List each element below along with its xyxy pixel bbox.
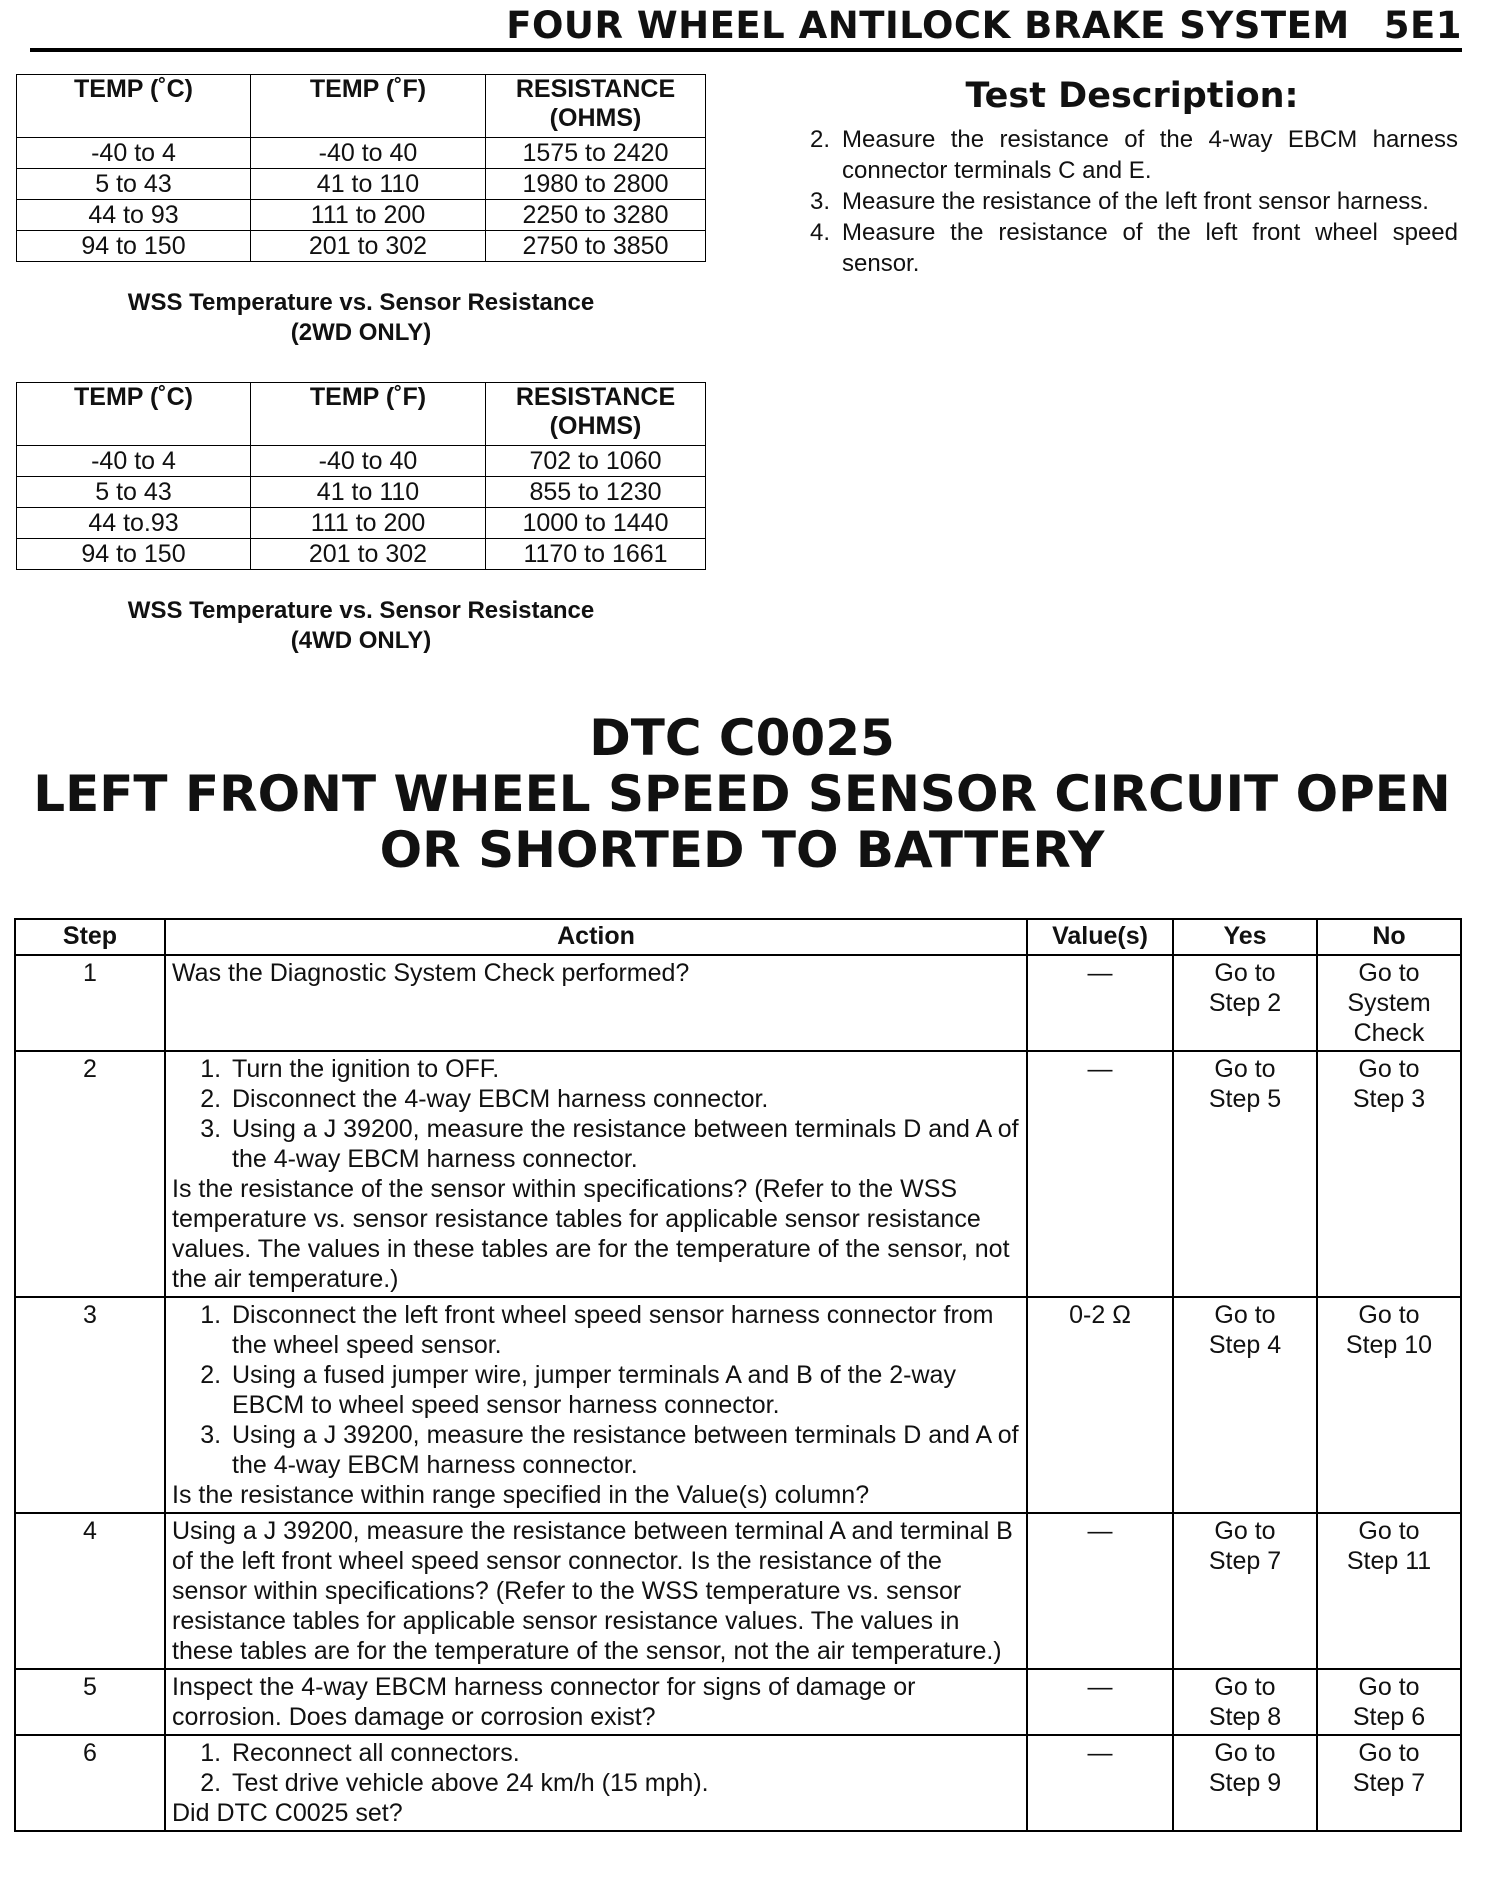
- table-header-row: [15, 919, 1461, 955]
- step-question: Is the resistance of the sensor within specifications? (Refer to the WSS temperature vs. sensor resistance tables for applicable sensor resistance values. The values in these tables are for the temperature of the sensor, not the air temperature.): [172, 1175, 1010, 1293]
- item-text: Measure the resistance of the left front wheel speed sensor.: [842, 219, 1458, 277]
- table-row: [17, 477, 706, 508]
- step-number: 4: [15, 1513, 165, 1669]
- step-question: Did DTC C0025 set?: [172, 1799, 403, 1827]
- substep: 2. Using a fused jumper wire, jumper terminals A and B of the 2-way EBCM to wheel speed sensor harness connector.: [228, 1360, 1020, 1420]
- step-action: [165, 1669, 1027, 1735]
- step-no: Go to Step 7: [1317, 1735, 1461, 1831]
- step-value: —: [1027, 1051, 1173, 1297]
- table-cell: 855 to 1230: [486, 477, 706, 508]
- table-cell: 44 to.93: [17, 508, 251, 539]
- table-cell: 41 to 110: [251, 169, 486, 200]
- step-question: Is the resistance within range specified in the Value(s) column?: [172, 1481, 870, 1509]
- step-value: —: [1027, 1669, 1173, 1735]
- dtc-description-line: LEFT FRONT WHEEL SPEED SENSOR CIRCUIT OPEN: [33, 765, 1451, 823]
- step-action: [165, 1735, 1027, 1831]
- step-value: —: [1027, 1513, 1173, 1669]
- step-no: Go to Step 6: [1317, 1669, 1461, 1735]
- column-header: TEMP (˚C): [17, 383, 251, 446]
- column-header-values: Value(s): [1027, 919, 1173, 955]
- dtc-description-line: OR SHORTED TO BATTERY: [379, 821, 1105, 879]
- substep: 1. Disconnect the left front wheel speed sensor harness connector from the wheel speed sensor.: [228, 1300, 1020, 1360]
- column-header: TEMP (˚C): [17, 75, 251, 138]
- table-row: [15, 955, 1461, 1051]
- table-row: [15, 1513, 1461, 1669]
- step-yes: Go to Step 2: [1173, 955, 1317, 1051]
- column-header-yes: Yes: [1173, 919, 1317, 955]
- header-title: FOUR WHEEL ANTILOCK BRAKE SYSTEM: [506, 3, 1350, 47]
- table-caption-2wd: [16, 288, 706, 348]
- table-caption-4wd: [16, 596, 706, 656]
- table-row: [17, 539, 706, 570]
- table-cell: -40 to 40: [251, 138, 486, 169]
- step-number: 5: [15, 1669, 165, 1735]
- wss-table-4wd: [16, 382, 706, 570]
- item-text: Measure the resistance of the 4-way EBCM harness connector terminals C and E.: [842, 126, 1458, 184]
- table-row: [17, 200, 706, 231]
- substep: 1. Turn the ignition to OFF.: [228, 1054, 1020, 1084]
- step-yes: Go to Step 8: [1173, 1669, 1317, 1735]
- step-action: [165, 1513, 1027, 1669]
- table-cell: 2750 to 3850: [486, 231, 706, 262]
- table-cell: 1170 to 1661: [486, 539, 706, 570]
- step-question: Inspect the 4-way EBCM harness connector for signs of damage or corrosion. Does damage or corrosion exist?: [172, 1673, 916, 1731]
- item-number: 4.: [809, 219, 830, 246]
- step-yes: Go to Step 4: [1173, 1297, 1317, 1513]
- substep: 2. Test drive vehicle above 24 km/h (15 mph).: [228, 1768, 1020, 1798]
- table-cell: 94 to 150: [17, 231, 251, 262]
- substep: 2. Disconnect the 4-way EBCM harness connector.: [228, 1084, 1020, 1114]
- test-description-title: Test Description:: [965, 76, 1299, 116]
- diagnostic-steps-table: [14, 918, 1462, 1832]
- table-row: [17, 508, 706, 539]
- step-no: Go to Step 11: [1317, 1513, 1461, 1669]
- table-cell: 111 to 200: [251, 508, 486, 539]
- table-row: [17, 169, 706, 200]
- list-item: [790, 186, 1458, 217]
- table-cell: -40 to 4: [17, 446, 251, 477]
- substep: 3. Using a J 39200, measure the resistance between terminals D and A of the 4-way EBCM harness connector.: [228, 1420, 1020, 1480]
- table-cell: 5 to 43: [17, 169, 251, 200]
- step-no: Go to Step 3: [1317, 1051, 1461, 1297]
- table-cell: 1980 to 2800: [486, 169, 706, 200]
- table-cell: 702 to 1060: [486, 446, 706, 477]
- table-row: [15, 1735, 1461, 1831]
- table-row: [15, 1051, 1461, 1297]
- column-header: TEMP (˚F): [251, 383, 486, 446]
- table-cell: 201 to 302: [251, 539, 486, 570]
- page-header: [30, 2, 1462, 52]
- step-yes: Go to Step 7: [1173, 1513, 1317, 1669]
- table-cell: 1000 to 1440: [486, 508, 706, 539]
- table-row: [17, 446, 706, 477]
- item-text: Measure the resistance of the left front sensor harness.: [842, 188, 1429, 215]
- caption-line: WSS Temperature vs. Sensor Resistance: [127, 289, 595, 316]
- column-header-no: No: [1317, 919, 1461, 955]
- column-header: RESISTANCE (OHMS): [486, 383, 706, 446]
- table-cell: 201 to 302: [251, 231, 486, 262]
- table-cell: 41 to 110: [251, 477, 486, 508]
- dtc-code: DTC C0025: [589, 709, 895, 767]
- item-number: 3.: [809, 188, 830, 215]
- column-header: RESISTANCE (OHMS): [486, 75, 706, 138]
- column-header-step: Step: [15, 919, 165, 955]
- column-header-action: Action: [165, 919, 1027, 955]
- step-yes: Go to Step 9: [1173, 1735, 1317, 1831]
- step-number: 2: [15, 1051, 165, 1297]
- step-no: Go to Step 10: [1317, 1297, 1461, 1513]
- step-value: —: [1027, 1735, 1173, 1831]
- step-no: Go to System Check: [1317, 955, 1461, 1051]
- step-action: [165, 955, 1027, 1051]
- step-question: Was the Diagnostic System Check performed?: [172, 959, 690, 987]
- table-cell: 94 to 150: [17, 539, 251, 570]
- table-row: [15, 1297, 1461, 1513]
- caption-line: WSS Temperature vs. Sensor Resistance: [127, 597, 595, 624]
- step-number: 6: [15, 1735, 165, 1831]
- list-item: [790, 124, 1458, 186]
- table-row: [17, 138, 706, 169]
- step-action: [165, 1297, 1027, 1513]
- table-row: [15, 1669, 1461, 1735]
- step-yes: Go to Step 5: [1173, 1051, 1317, 1297]
- table-cell: 111 to 200: [251, 200, 486, 231]
- substep: 1. Reconnect all connectors.: [228, 1738, 1020, 1768]
- caption-line: (4WD ONLY): [290, 627, 432, 654]
- header-page-number: 5E1: [1383, 3, 1462, 47]
- table-row: [17, 231, 706, 262]
- step-value: —: [1027, 955, 1173, 1051]
- wss-table-2wd: [16, 74, 706, 262]
- step-value: 0-2 Ω: [1027, 1297, 1173, 1513]
- test-description-list: [790, 124, 1458, 279]
- caption-line: (2WD ONLY): [290, 319, 432, 346]
- column-header: TEMP (˚F): [251, 75, 486, 138]
- item-number: 2.: [809, 126, 830, 153]
- step-number: 1: [15, 955, 165, 1051]
- table-cell: 44 to 93: [17, 200, 251, 231]
- step-question: Using a J 39200, measure the resistance between terminal A and terminal B of the left front wheel speed sensor connector. Is the resistance of the sensor within specifications? (Refer to the WSS temperature vs. sensor resistance tables for applicable sensor resistance values. The values in these tables are for the temperature of the sensor, not the air temperature.): [172, 1517, 1013, 1665]
- step-number: 3: [15, 1297, 165, 1513]
- substep: 3. Using a J 39200, measure the resistance between terminals D and A of the 4-way EBCM harness connector.: [228, 1114, 1020, 1174]
- table-cell: -40 to 40: [251, 446, 486, 477]
- table-cell: 5 to 43: [17, 477, 251, 508]
- table-cell: -40 to 4: [17, 138, 251, 169]
- step-action: [165, 1051, 1027, 1297]
- dtc-title: [20, 710, 1464, 878]
- list-item: [790, 217, 1458, 279]
- table-cell: 1575 to 2420: [486, 138, 706, 169]
- table-cell: 2250 to 3280: [486, 200, 706, 231]
